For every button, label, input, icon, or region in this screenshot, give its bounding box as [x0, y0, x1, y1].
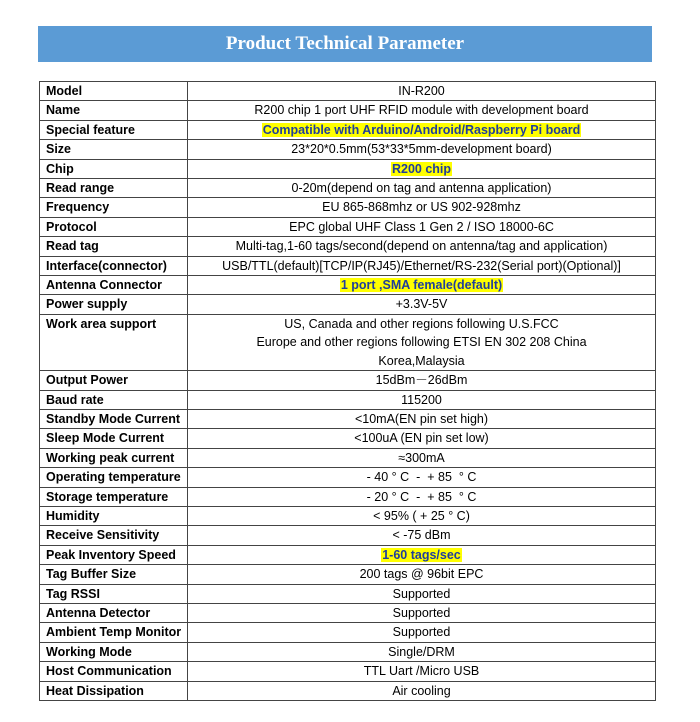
param-value-highlighted: 1 port ,SMA female(default) — [340, 278, 503, 293]
param-value: < 95% ( + 25 ° C) — [188, 506, 656, 525]
param-name: Frequency — [40, 198, 188, 217]
table-row — [40, 487, 656, 506]
param-name: Work area support — [40, 314, 188, 370]
table-row — [40, 390, 656, 409]
table-row — [40, 237, 656, 256]
param-name: Operating temperature — [40, 468, 188, 487]
param-name: Tag Buffer Size — [40, 565, 188, 584]
table-row — [40, 468, 656, 487]
param-name: Read range — [40, 179, 188, 198]
param-name: Protocol — [40, 217, 188, 236]
table-row — [40, 603, 656, 622]
param-name: Antenna Detector — [40, 603, 188, 622]
param-name: Host Communication — [40, 662, 188, 681]
param-name: Output Power — [40, 371, 188, 390]
param-name: Power supply — [40, 295, 188, 314]
param-value: Single/DRM — [188, 642, 656, 661]
param-name: Tag RSSI — [40, 584, 188, 603]
param-value: Multi-tag,1-60 tags/second(depend on antenna/tag and application) — [188, 237, 656, 256]
table-row — [40, 584, 656, 603]
param-value: 200 tags @ 96bit EPC — [188, 565, 656, 584]
table-row — [40, 276, 656, 295]
param-name: Standby Mode Current — [40, 409, 188, 428]
table-row — [40, 642, 656, 661]
param-name: Name — [40, 101, 188, 120]
param-value-multiline — [188, 314, 656, 370]
param-name: Storage temperature — [40, 487, 188, 506]
table-row — [40, 179, 656, 198]
page-title-banner — [38, 26, 652, 62]
table-row — [40, 681, 656, 700]
table-row — [40, 101, 656, 120]
param-value-line: Korea,Malaysia — [378, 353, 465, 368]
param-value: +3.3V-5V — [188, 295, 656, 314]
param-name: Baud rate — [40, 390, 188, 409]
param-name: Read tag — [40, 237, 188, 256]
param-value: EPC global UHF Class 1 Gen 2 / ISO 18000-6C — [188, 217, 656, 236]
table-row — [40, 159, 656, 178]
param-value: <10mA(EN pin set high) — [188, 409, 656, 428]
table-row — [40, 526, 656, 545]
table-row — [40, 82, 656, 101]
param-name: Humidity — [40, 506, 188, 525]
table-row — [40, 217, 656, 236]
param-value-highlighted: Compatible with Arduino/Android/Raspberry Pi board — [262, 122, 581, 137]
param-name: Size — [40, 140, 188, 159]
param-value: Supported — [188, 603, 656, 622]
param-value: R200 chip 1 port UHF RFID module with development board — [188, 101, 656, 120]
param-value: Air cooling — [188, 681, 656, 700]
param-value: < -75 dBm — [188, 526, 656, 545]
table-row — [40, 198, 656, 217]
param-name: Special feature — [40, 120, 188, 139]
param-value: 0-20m(depend on tag and antenna application) — [188, 179, 656, 198]
spec-table — [39, 81, 656, 701]
table-row — [40, 565, 656, 584]
param-value-highlighted: R200 chip — [391, 161, 452, 176]
page-title: Product Technical Parameter — [225, 33, 465, 54]
table-row — [40, 506, 656, 525]
table-row — [40, 662, 656, 681]
param-name: Receive Sensitivity — [40, 526, 188, 545]
param-name: Peak Inventory Speed — [40, 545, 188, 564]
table-row — [40, 140, 656, 159]
param-value: - 40 ° C - + 85 ° C — [188, 468, 656, 487]
table-row — [40, 623, 656, 642]
table-row — [40, 429, 656, 448]
param-value: Supported — [188, 623, 656, 642]
param-name: Heat Dissipation — [40, 681, 188, 700]
param-value-line: Europe and other regions following ETSI EN 302 208 China — [256, 335, 587, 350]
param-value: <100uA (EN pin set low) — [188, 429, 656, 448]
param-value-line: US, Canada and other regions following U.S.FCC — [284, 316, 559, 331]
param-name: Sleep Mode Current — [40, 429, 188, 448]
param-value: IN-R200 — [188, 82, 656, 101]
param-value: USB/TTL(default)[TCP/IP(RJ45)/Ethernet/RS-232(Serial port)(Optional)] — [188, 256, 656, 275]
param-name: Chip — [40, 159, 188, 178]
param-value: 23*20*0.5mm(53*33*5mm-development board) — [188, 140, 656, 159]
table-row — [40, 371, 656, 390]
table-row — [40, 314, 656, 370]
table-row — [40, 409, 656, 428]
param-value: 115200 — [188, 390, 656, 409]
param-value-highlighted: 1-60 tags/sec — [382, 547, 461, 562]
param-name: Ambient Temp Monitor — [40, 623, 188, 642]
param-value: EU 865-868mhz or US 902-928mhz — [188, 198, 656, 217]
param-value: - 20 ° C - + 85 ° C — [188, 487, 656, 506]
param-value: ≈300mA — [188, 448, 656, 467]
param-value: TTL Uart /Micro USB — [188, 662, 656, 681]
param-name: Working Mode — [40, 642, 188, 661]
param-name: Interface(connector) — [40, 256, 188, 275]
table-row — [40, 448, 656, 467]
param-name: Antenna Connector — [40, 276, 188, 295]
table-row — [40, 120, 656, 139]
param-value: 15dBm－26dBm — [188, 371, 656, 390]
param-name: Model — [40, 82, 188, 101]
table-row — [40, 256, 656, 275]
param-value: Supported — [188, 584, 656, 603]
table-row — [40, 545, 656, 564]
table-row — [40, 295, 656, 314]
param-name: Working peak current — [40, 448, 188, 467]
